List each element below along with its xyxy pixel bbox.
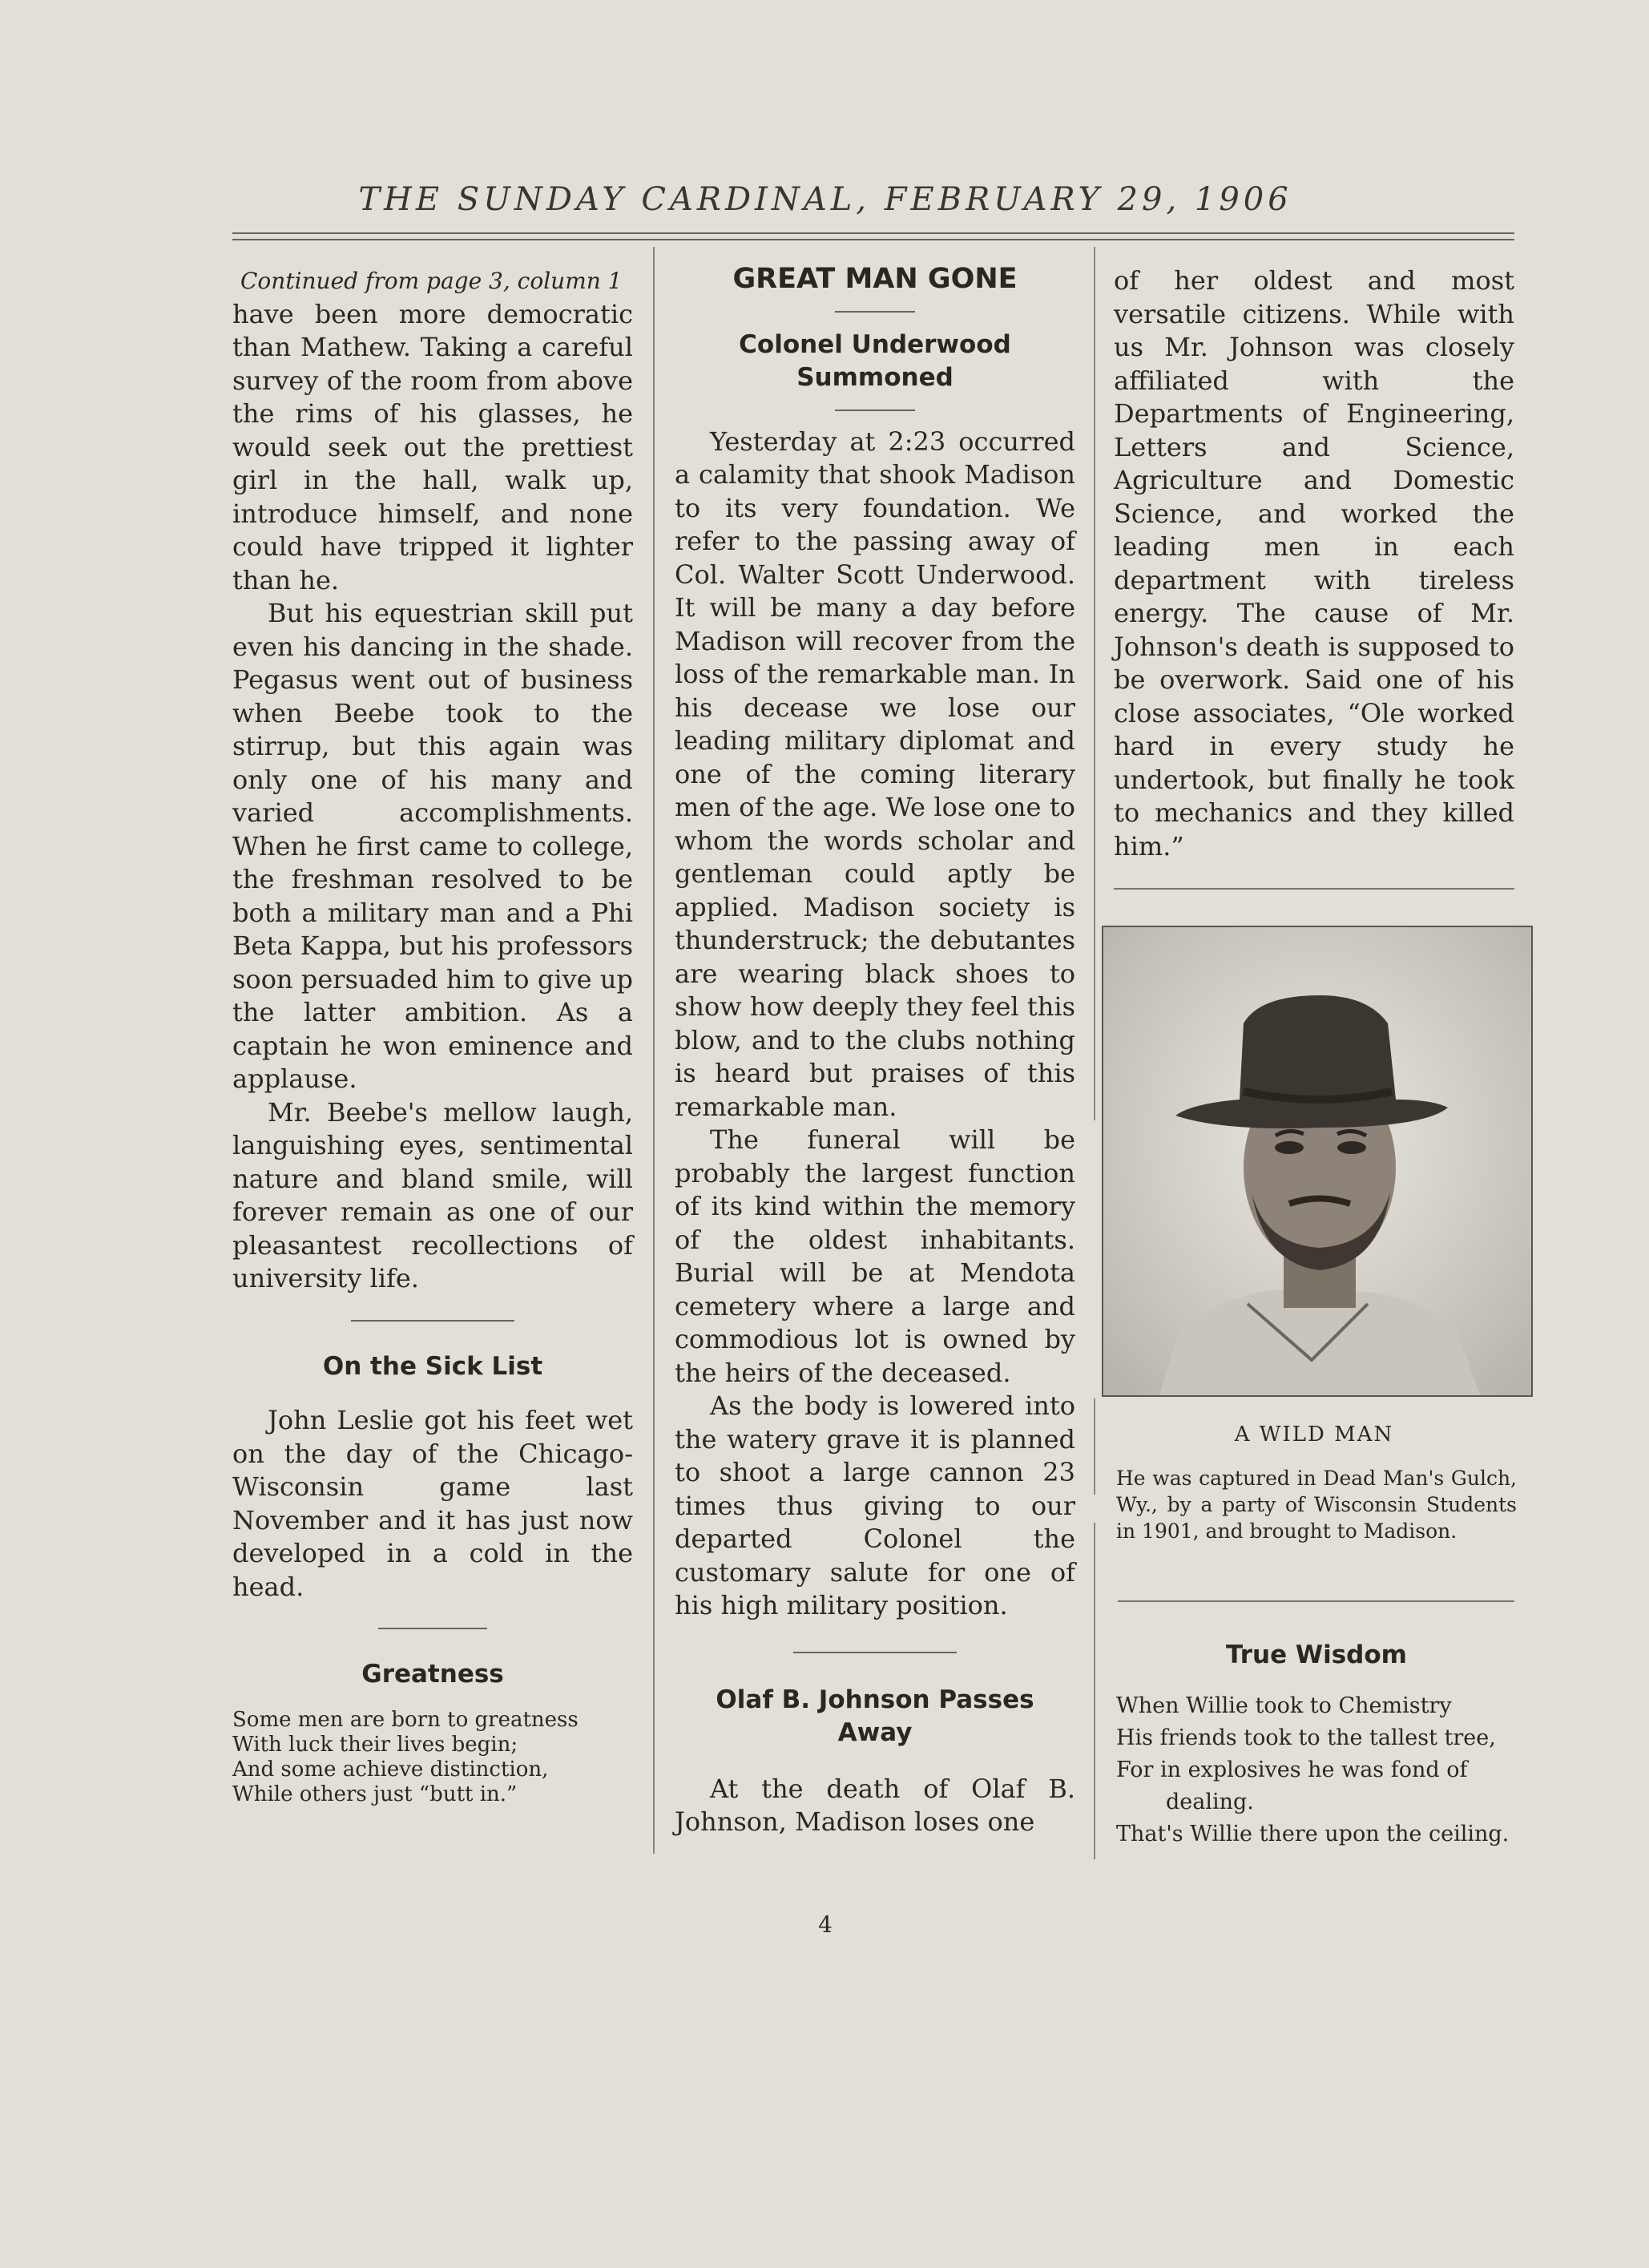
beebe-para-1: have been more democratic than Mathew. Taking a careful survey of the room from above the rims of his glasses, he would seek out the prettiest girl in the hall, walk up, introduce himself, and none could have tripped it lighter than he. (232, 298, 633, 595)
headline-great-man-gone: GREAT MAN GONE (732, 263, 1018, 295)
column-divider-left (653, 247, 655, 1854)
greatness-poem (232, 1708, 633, 1807)
poem-line: And some achieve distinction, (232, 1757, 549, 1782)
poem-line: For in explosives he was fond of (1116, 1757, 1468, 1782)
masthead-rule-bottom (232, 239, 1514, 240)
column-divider-right-middle (1094, 1398, 1095, 1495)
true-wisdom-section (1116, 1639, 1517, 1850)
column-3 (1114, 264, 1514, 863)
true-wisdom-title: True Wisdom (1226, 1640, 1407, 1669)
section-separator (675, 1652, 1075, 1653)
beebe-para-2: But his equestrian skill put even his dancing in the shade. Pegasus went out of business when Beebe took to the stirrup, but this again was only one of his many and varied accomplishments. When he first came to college, the freshman resolved to be both a military man and a Phi Beta Kappa, but his professors soon persuaded him to give up the latter ambition. As a captain he won eminence and applause. (232, 598, 633, 1094)
portrait-image (1103, 927, 1531, 1395)
underwood-para-3: As the body is lowered into the watery grave it is planned to shoot a large cannon 23 times thus giving to our departed Colonel the customary salute for one of his high military position. (675, 1390, 1075, 1620)
subhead-rule (835, 410, 915, 411)
column-1 (232, 264, 633, 1807)
column-3-rule (1114, 888, 1514, 890)
true-wisdom-poem (1116, 1690, 1517, 1850)
headline-rule (835, 311, 915, 313)
poem-line: dealing. (1166, 1789, 1254, 1814)
olaf-text: At the death of Olaf B. Johnson, Madison loses one (675, 1773, 1075, 1837)
poem-line: With luck their lives begin; (232, 1732, 518, 1757)
section-separator (232, 1320, 633, 1322)
sick-list-title: On the Sick List (322, 1351, 543, 1381)
poem-line: Some men are born to greatness (232, 1707, 579, 1732)
masthead-rule-top (232, 232, 1514, 234)
column-divider-right-upper (1094, 247, 1095, 1120)
poem-line: When Willie took to Chemistry (1116, 1693, 1452, 1718)
poem-line: That's Willie there upon the ceiling. (1116, 1821, 1510, 1846)
photo-caption-title: A WILD MAN (1234, 1423, 1394, 1447)
beebe-para-3: Mr. Beebe's mellow laugh, languishing eyes, sentimental nature and bland smile, will forever remain as one of our pleasantest recollections of university life. (232, 1096, 633, 1293)
section-separator (232, 1628, 633, 1629)
underwood-para-1: Yesterday at 2:23 occurred a calamity that shook Madison to its very foundation. We refer to the passing away of Col. Walter Scott Underwood. It will be many a day before Madison will recover from the loss of the remarkable man. In his decease we lose our leading military diplomat and one of the coming literary men of the age. We lose one to whom the words scholar and gentleman could aptly be applied. Madison society is thunderstruck; the debutantes are wearing black shoes to show how deeply they feel this blow, and to the clubs nothing is heard but praises of this remarkable man. (675, 426, 1075, 1122)
sick-list-text: John Leslie got his feet wet on the day of the Chicago-Wisconsin game last November and it has just now developed in a cold in the head. (232, 1405, 633, 1602)
column-divider-right-lower (1094, 1523, 1095, 1859)
poem-line: While others just “butt in.” (232, 1782, 518, 1806)
poem-line: His friends took to the tallest tree, (1116, 1725, 1496, 1750)
johnson-para: of her oldest and most versatile citizens. While with us Mr. Johnson was closely affiliated with the Departments of Engineering, Letters and Science, Agriculture and Domestic Science, and worked the leading men in each department with tireless energy. The cause of Mr. Johnson's death is supposed to be overwork. Said one of his close associates, “Ole worked hard in every study he undertook, but finally he took to mechanics and they killed him.” (1114, 265, 1514, 862)
page-number: 4 (818, 1911, 833, 1938)
wild-man-photo (1102, 926, 1533, 1397)
continued-note: Continued from page 3, column 1 (240, 268, 623, 294)
column-2 (675, 263, 1075, 1839)
underwood-para-2: The funeral will be probably the largest function of its kind within the memory of the oldest inhabitants. Burial will be at Mendota cemetery where a large and commodious lot is owned by the heirs of the deceased. (675, 1124, 1075, 1388)
masthead: THE SUNDAY CARDINAL, FEBRUARY 29, 1906 (358, 181, 1292, 218)
greatness-title: Greatness (361, 1660, 504, 1689)
subhead-underwood: Colonel Underwood Summoned (739, 329, 1011, 392)
photo-caption-text: He was captured in Dead Man's Gulch, Wy., by a party of Wisconsin Students in 1901, and brought to Madison. (1116, 1467, 1517, 1543)
olaf-title: Olaf B. Johnson Passes Away (716, 1685, 1034, 1747)
caption-rule (1118, 1600, 1514, 1602)
